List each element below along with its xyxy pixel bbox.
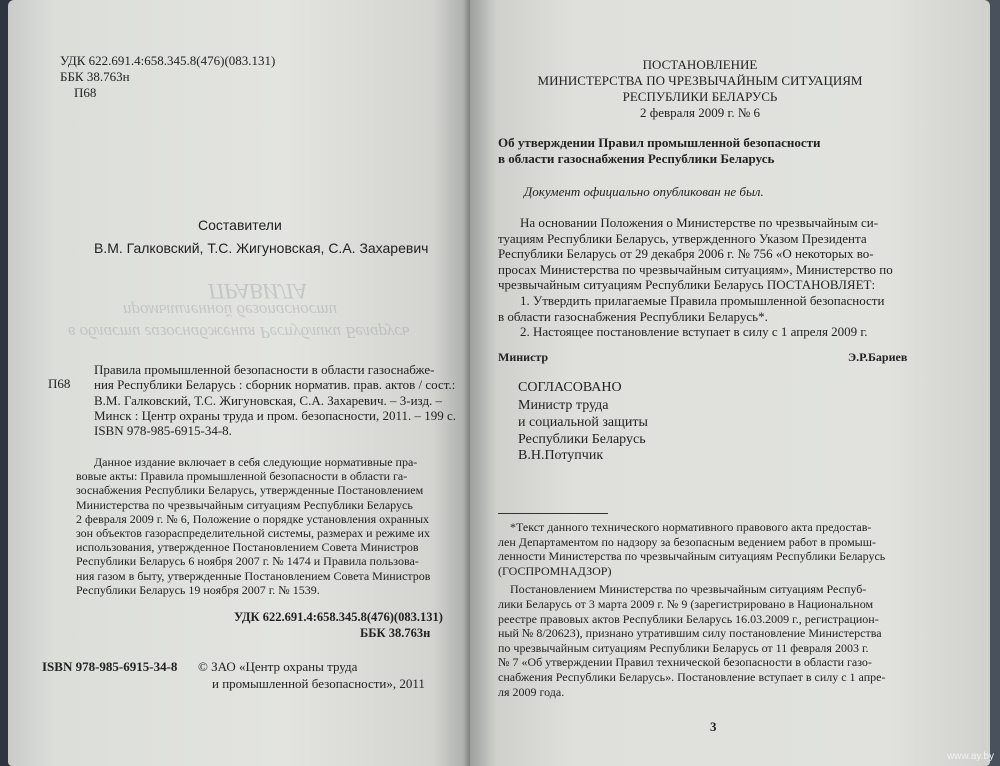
body-line: в области газоснабжения Республики Беларусь*.: [498, 308, 768, 324]
decree-header-line-2: МИНИСТЕРСТВА ПО ЧРЕЗВЫЧАЙНЫМ СИТУАЦИЯМ: [537, 73, 863, 88]
catalog-line: ния Республики Беларусь : сборник норматив. прав. актов / сост.:: [94, 377, 456, 393]
udk-bottom: УДК 622.691.4:658.345.8(476)(083.131): [234, 610, 443, 624]
compilers-names: В.М. Галковский, Т.С. Жигуновская, С.А. Захаревич: [94, 240, 429, 256]
page-number: 3: [710, 719, 717, 734]
footnote-line: лен Департаментом по надзору за безопасным ведением работ в промыш-: [498, 534, 876, 549]
decree-body: [498, 215, 893, 340]
annotation-line: зон объектов газораспределительной системы, размерах и режиме их: [76, 526, 430, 541]
footnote-line: снабжения Республики Беларусь». Постановление вступает в силу с 1 апре-: [498, 669, 886, 684]
show-through-text: в области газоснабжения Республики Беларусь: [68, 323, 410, 342]
agreed-heading: СОГЛАСОВАНО: [518, 380, 622, 395]
minister-name: Э.Р.Бариев: [848, 350, 908, 364]
catalog-line: Минск : Центр охраны труда и пром. безопасности, 2011. – 199 с.: [94, 407, 457, 423]
code-top: П68: [74, 85, 97, 100]
footnote-line: (ГОСПРОМНАДЗОР): [498, 563, 612, 578]
isbn-bottom: ISBN 978-985-6915-34-8: [42, 659, 178, 674]
body-line: просах Министерства по чрезвычайным ситуациям», Министерство по: [498, 261, 893, 277]
decree-header-line-3: РЕСПУБЛИКИ БЕЛАРУСЬ: [622, 89, 778, 104]
catalog-line: Правила промышленной безопасности в области газоснабже-: [94, 362, 435, 377]
decree-header-line-1: ПОСТАНОВЛЕНИЕ: [642, 57, 758, 72]
bbk-bottom: ББК 38.763н: [360, 626, 431, 640]
annotation-line: Данное издание включает в себя следующие нормативные пра-: [94, 455, 418, 469]
footnote-rule: [498, 513, 608, 514]
annotation-line: зоснабжения Республики Беларусь, утвержденные Постановлением: [76, 483, 424, 498]
agreed-line: В.Н.Потупчик: [518, 448, 604, 464]
catalog-line: В.М. Галковский, Т.С. Жигуновская, С.А. Захаревич. – 3-изд. –: [94, 392, 443, 408]
annotation-line: вовые акты: Правила промышленной безопасности в области га-: [76, 469, 408, 484]
footnote-line: *Текст данного технического нормативного правового акта предостав-: [510, 520, 872, 534]
footnote-line: ный № 8/20623), признано утратившим силу постановление Министерства: [498, 626, 882, 641]
body-line: туациям Республики Беларусь, утвержденного Указом Президента: [498, 230, 867, 246]
annotation-line: Республики Беларусь 19 ноября 2007 г. № 1539.: [76, 582, 320, 597]
annotation-line: использования, утвержденное Постановлением Совета Министров: [76, 540, 419, 555]
agreed-line: Министр труда: [518, 398, 609, 413]
annotation-line: Министерства по чрезвычайным ситуациям Республики Беларусь: [76, 497, 413, 512]
agreed-line: Республики Беларусь: [518, 431, 646, 447]
body-line: Республики Беларусь от 29 декабря 2006 г. № 756 «О некоторых во-: [498, 246, 874, 262]
annotation: [76, 455, 430, 597]
footnote-line: лики Беларусь от 3 марта 2009 г. № 9 (зарегистрировано в Национальном: [498, 596, 874, 611]
publication-note: Документ официально опубликован не был.: [524, 184, 764, 199]
annotation-line: Республики Беларусь 6 ноября 2007 г. № 1474 и Правила пользова-: [76, 554, 419, 569]
annotation-line: ния газом в быту, утвержденные Постановлением Совета Министров: [76, 568, 431, 583]
minister-label: Министр: [498, 350, 549, 364]
catalog-code: П68: [48, 376, 71, 391]
body-line: чрезвычайным ситуациям Республики Беларусь ПОСТАНОВЛЯЕТ:: [498, 277, 876, 293]
copyright-line-2: и промышленной безопасности», 2011: [212, 676, 425, 691]
decree-title-line-1: Об утверждении Правил промышленной безопасности: [498, 135, 821, 150]
agreed-block: [518, 398, 648, 465]
show-through-text: ПРАВИЛА: [208, 279, 307, 304]
agreed-line: и социальной защиты: [518, 414, 648, 430]
right-page: [470, 0, 990, 766]
footnote-line: реестре правовых актов Республики Беларусь 16.03.2009 г., регистрацион-: [498, 611, 879, 626]
decree-date: 2 февраля 2009 г. № 6: [640, 105, 760, 120]
footnote-line: ленности Министерства по чрезвычайным ситуациям Республики Беларусь: [498, 549, 886, 564]
decree-title-line-2: в области газоснабжения Республики Беларусь: [498, 151, 775, 166]
catalog-line: ISBN 978-985-6915-34-8.: [94, 423, 232, 439]
footnote-line: ля 2009 года.: [498, 684, 565, 699]
annotation-line: 2 февраля 2009 г. № 6, Положение о порядке установления охранных: [76, 511, 430, 526]
watermark: www.ay.by: [946, 751, 994, 762]
body-line: 1. Утвердить прилагаемые Правила промышленной безопасности: [520, 292, 885, 308]
copyright-line-1: © ЗАО «Центр охраны труда: [198, 659, 358, 674]
compilers-heading: Составители: [198, 217, 282, 233]
footnote-block: [498, 520, 885, 699]
show-through-text: промышленной безопасности: [123, 301, 338, 320]
bbk-top: ББК 38.763н: [60, 69, 130, 84]
footnote-line: по чрезвычайным ситуациям Республики Беларусь от 11 февраля 2003 г.: [498, 640, 869, 655]
body-line: 2. Настоящее постановление вступает в силу с 1 апреля 2009 г.: [520, 324, 868, 340]
left-page: [8, 0, 470, 766]
footnote-line: Постановлением Министерства по чрезвычайным ситуациям Респуб-: [510, 582, 867, 597]
body-line: На основании Положения о Министерстве по чрезвычайным си-: [520, 215, 879, 230]
catalog-entry: [94, 362, 456, 438]
udk-top: УДК 622.691.4:658.345.8(476)(083.131): [60, 53, 276, 68]
footnote-line: № 7 «Об утверждении Правил технической безопасности в области газо-: [498, 655, 872, 670]
